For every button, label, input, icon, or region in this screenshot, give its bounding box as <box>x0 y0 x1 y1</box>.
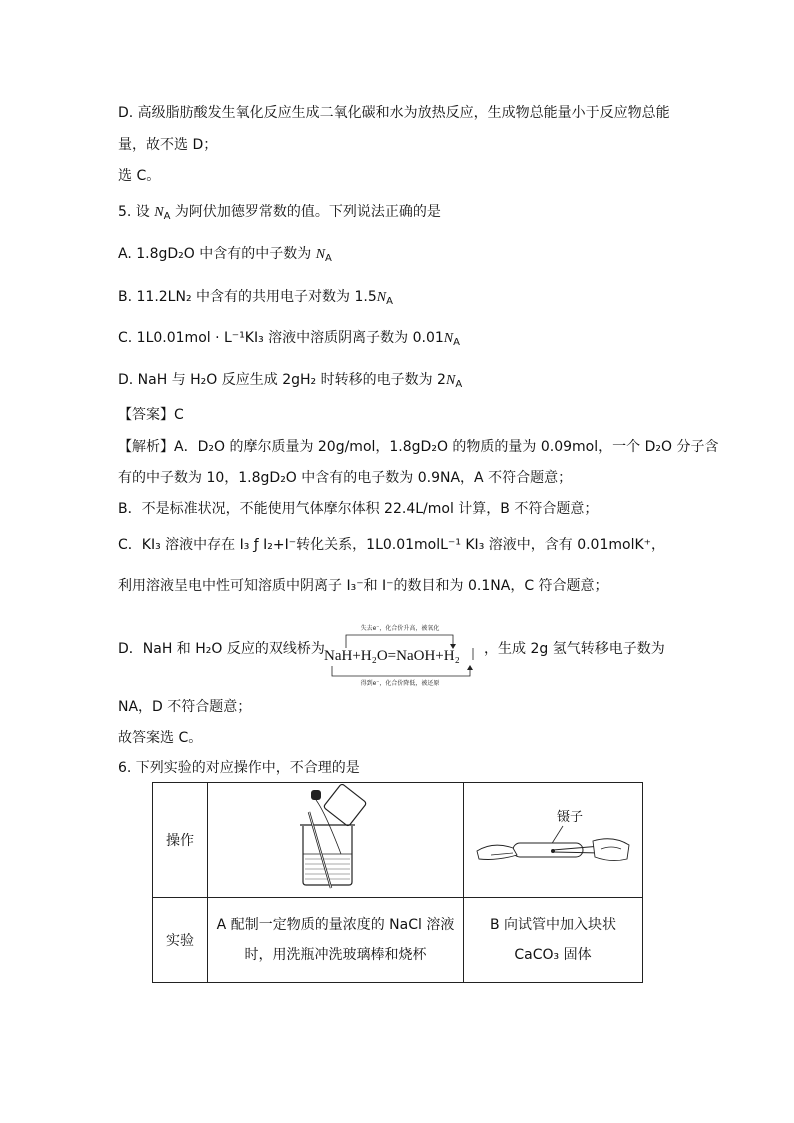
double-line-bridge <box>320 620 480 690</box>
na-symbol: N <box>315 247 326 262</box>
answer-line: 【答案】C <box>118 407 184 423</box>
question-5-stem <box>118 202 441 227</box>
beaker-wash-bottle-illustration <box>281 784 391 892</box>
na-symbol: N <box>445 373 456 388</box>
analysis-d-1-suffix: ，生成 2g 氢气转移电子数为 <box>484 641 665 657</box>
analysis-a-1: 【解析】A．D₂O 的摩尔质量为 20g/mol，1.8gD₂O 的物质的量为 0.09mol，一个 D₂O 分子含 <box>118 439 719 455</box>
table-row <box>153 783 643 898</box>
q5-option-a <box>118 244 332 269</box>
image-tube-forceps <box>464 783 643 898</box>
analysis-d-1-prefix: D．NaH 和 H₂O 反应的双线桥为 <box>118 641 325 657</box>
na-subscript: A <box>163 211 171 222</box>
q5-option-b <box>118 287 393 312</box>
bridge-bottom-arrow <box>332 666 470 676</box>
row-label-experiment: 实验 <box>153 898 208 983</box>
bridge-bottom-arrowhead <box>467 665 473 670</box>
test-tube-forceps-illustration <box>473 793 633 883</box>
image-washing-beaker <box>208 783 464 898</box>
q5-stem-prefix: 5. 设 <box>118 204 150 220</box>
analysis-d-2: NA，D 不符合题意； <box>118 699 252 715</box>
analysis-c-1: C．KI₃ 溶液中存在 I₃ ƒ I₂+I⁻转化关系，1L0.01molL⁻¹ KI₃ 溶液中，含有 0.01molK⁺， <box>118 537 666 553</box>
experiment-b-text <box>464 898 643 983</box>
experiment-b-line-2: CaCO₃ 固体 <box>514 947 592 963</box>
bridge-bottom-label: 得到e⁻，化合价降低，被还原 <box>360 680 440 687</box>
experiment-table <box>152 782 643 983</box>
experiment-a-line-1: A 配制一定物质的量浓度的 NaCl 溶液 <box>216 917 455 933</box>
experiment-b-line-1: B 向试管中加入块状 <box>489 917 617 933</box>
na-subscript: A <box>325 253 332 264</box>
bridge-equation: NaH+H₂O=NaOH+H₂ <box>324 648 460 664</box>
na-symbol: N <box>376 290 387 305</box>
line-d-option-2: 量，故不选 D； <box>118 137 218 153</box>
q5-b-text: B. 11.2LN₂ 中含有的共用电子对数为 1.5 <box>118 289 377 305</box>
forceps-label: 镊子 <box>557 810 584 825</box>
row-label-operation: 操作 <box>153 783 208 898</box>
experiment-a-line-2: 时，用洗瓶冲洗玻璃棒和烧杯 <box>244 947 427 963</box>
final-answer: 故答案选 C。 <box>118 730 203 746</box>
analysis-a-2: 有的中子数为 10，1.8gD₂O 中含有的电子数为 0.9NA，A 不符合题意； <box>118 470 573 486</box>
q5-a-text: A. 1.8gD₂O 中含有的中子数为 <box>118 246 312 262</box>
q5-d-text: D. NaH 与 H₂O 反应生成 2gH₂ 时转移的电子数为 2 <box>118 372 446 388</box>
analysis-b: B．不是标准状况，不能使用气体摩尔体积 22.4L/mol 计算，B 不符合题意； <box>118 501 599 517</box>
q5-option-d <box>118 370 462 395</box>
na-subscript: A <box>453 337 460 348</box>
na-subscript: A <box>386 296 393 307</box>
q5-stem-suffix: 为阿伏加德罗常数的值。下列说法正确的是 <box>174 204 441 220</box>
bridge-top-arrow <box>346 635 453 648</box>
na-subscript: A <box>455 379 463 390</box>
na-symbol: N <box>443 331 454 346</box>
question-6-stem: 6. 下列实验的对应操作中，不合理的是 <box>118 760 360 776</box>
na-symbol: N <box>154 205 164 220</box>
line-choose-c: 选 C。 <box>118 168 161 184</box>
q5-c-text: C. 1L0.01mol · L⁻¹KI₃ 溶液中溶质阴离子数为 0.01 <box>118 330 444 346</box>
bridge-top-label: 失去e⁻，化合价升高，被氧化 <box>360 625 440 632</box>
experiment-a-text <box>208 898 464 983</box>
table-row <box>153 898 643 983</box>
analysis-c-2: 利用溶液呈电中性可知溶质中阴离子 I₃⁻和 I⁻的数目和为 0.1NA，C 符合题意； <box>118 578 609 594</box>
line-d-option-1: D. 高级脂肪酸发生氧化反应生成二氧化碳和水为放热反应，生成物总能量小于反应物总能 <box>118 105 670 121</box>
q5-option-c <box>118 328 460 353</box>
